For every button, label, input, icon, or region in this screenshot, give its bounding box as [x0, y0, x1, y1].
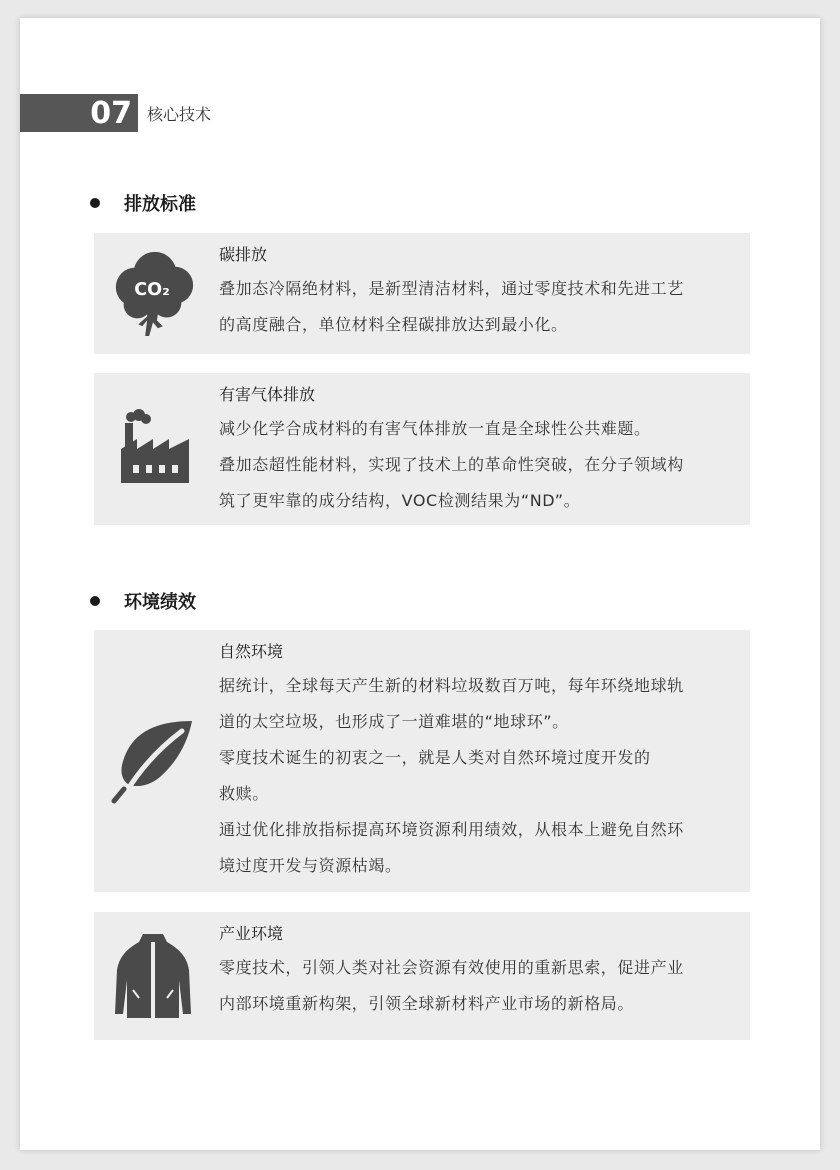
- card-body: [219, 373, 734, 519]
- co2-cloud-icon: [108, 245, 198, 341]
- card-line: 道的太空垃圾，也形成了一道难堪的“地球环”。: [219, 712, 569, 731]
- chapter-number: 07: [20, 94, 138, 132]
- card-text: [219, 271, 734, 343]
- card-harmful-gas: [94, 373, 750, 525]
- card-body: [219, 233, 734, 343]
- card-line: 叠加态冷隔绝材料，是新型清洁材料，通过零度技术和先进工艺: [219, 279, 684, 298]
- card-text: [219, 950, 734, 1022]
- card-text: [219, 668, 734, 884]
- card-natural-environment: [94, 630, 750, 892]
- bullet-icon: [90, 198, 100, 208]
- bullet-icon: [90, 596, 100, 606]
- chapter-title: 核心技术: [147, 104, 212, 124]
- section-heading-emission: [90, 190, 196, 216]
- leaf-icon: [108, 712, 198, 808]
- card-line: 救赎。: [219, 784, 269, 803]
- card-line: 通过优化排放指标提高环境资源利用绩效，从根本上避免自然环: [219, 820, 684, 839]
- card-title: 有害气体排放: [219, 385, 316, 404]
- card-line: 的高度融合，单位材料全程碳排放达到最小化。: [219, 315, 568, 334]
- card-line: 筑了更牢靠的成分结构，VOC检测结果为“ND”。: [219, 491, 581, 510]
- section-title: 环境绩效: [124, 592, 196, 613]
- card-carbon-emission: [94, 233, 750, 354]
- document-page: [20, 18, 820, 1150]
- card-title: 自然环境: [219, 642, 284, 661]
- card-body: [219, 912, 734, 1022]
- jacket-icon: [108, 928, 198, 1024]
- card-line: 零度技术诞生的初衷之一，就是人类对自然环境过度开发的: [219, 748, 651, 767]
- card-title: 碳排放: [219, 245, 268, 264]
- card-line: 叠加态超性能材料，实现了技术上的革命性突破，在分子领域构: [219, 455, 684, 474]
- factory-icon: [108, 401, 198, 497]
- card-line: 据统计，全球每天产生新的材料垃圾数百万吨，每年环绕地球轨: [219, 676, 684, 695]
- section-heading-environment: [90, 588, 196, 614]
- section-title: 排放标准: [124, 194, 196, 215]
- card-title: 产业环境: [219, 924, 284, 943]
- card-body: [219, 630, 734, 884]
- card-line: 境过度开发与资源枯竭。: [219, 856, 402, 875]
- card-line: 减少化学合成材料的有害气体排放一直是全球性公共难题。: [219, 419, 651, 438]
- card-line: 内部环境重新构架，引领全球新材料产业市场的新格局。: [219, 994, 635, 1013]
- card-line: 零度技术，引领人类对社会资源有效使用的重新思索，促进产业: [219, 958, 684, 977]
- co2-label: CO₂: [134, 279, 170, 300]
- chapter-header: [20, 94, 211, 132]
- card-industrial-environment: [94, 912, 750, 1040]
- card-text: [219, 411, 734, 519]
